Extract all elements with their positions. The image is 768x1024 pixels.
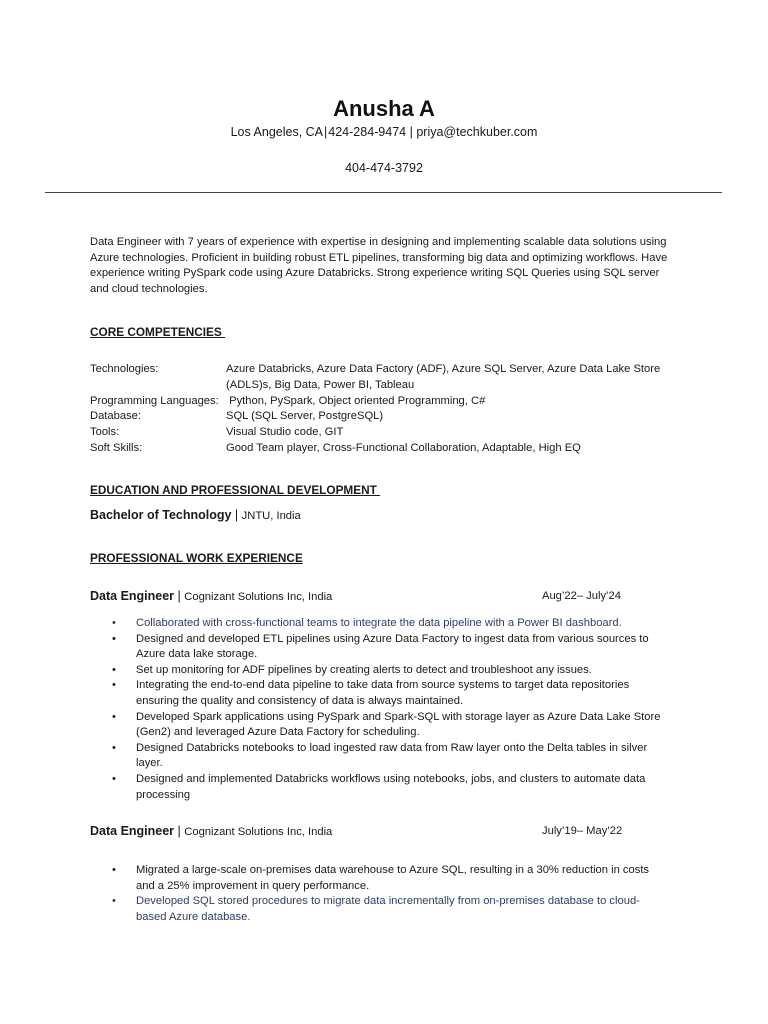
competency-row <box>90 425 670 441</box>
job-role: Data Engineer <box>90 589 175 603</box>
contact-separator: | <box>406 125 417 139</box>
job-bullet-list <box>110 616 670 803</box>
list-item: • Designed and implemented Databricks workflows using notebooks, jobs, and clusters to automate data processing <box>110 772 670 803</box>
contact-line <box>0 125 768 139</box>
list-item: • Set up monitoring for ADF pipelines by creating alerts to detect and troubleshoot any issues. <box>110 663 670 679</box>
core-competencies-table <box>90 362 670 457</box>
job-separator: | <box>174 824 185 838</box>
school-name: JNTU, India <box>241 510 301 522</box>
contact-separator: | <box>324 125 328 139</box>
competency-value: Azure Databricks, Azure Data Factory (ADF), Azure SQL Server, Azure Data Lake Store (ADLS)s, Big Data, Power BI, Tableau <box>226 363 661 391</box>
education-separator: | <box>231 508 242 522</box>
job-dates: Aug’22– July’24 <box>542 590 621 602</box>
job-header <box>90 589 670 603</box>
education-heading: EDUCATION AND PROFESSIONAL DEVELOPMENT <box>90 483 381 497</box>
competency-label: Technologies: <box>90 363 159 375</box>
competency-label: Programming Languages: <box>90 394 219 407</box>
competency-label: Tools: <box>90 426 120 439</box>
candidate-name: Anusha A <box>333 96 435 121</box>
job-company: Cognizant Solutions Inc, India <box>184 591 333 603</box>
list-item: • Developed Spark applications using PySpark and Spark-SQL with storage layer as Azure Data Lake Store (Gen2) and leveraged Azure Data Factory for scheduling. <box>110 710 670 741</box>
list-item: • Migrated a large-scale on-premises data warehouse to Azure SQL, resulting in a 30% reduction in costs and a 25% improvement in query performance. <box>110 863 670 894</box>
phone: 424-284-9474 <box>328 125 407 139</box>
competency-value: Visual Studio code, GIT <box>226 426 344 439</box>
professional-summary: Data Engineer with 7 years of experience with expertise in designing and implementing scalable data solutions using Azure technologies. Proficient in building robust ETL pipelines, transforming big data and optimizing workflows. Have experience writing PySpark code using Azure Databricks. Strong experience writing SQL Queries using SQL server and cloud technologies. <box>90 236 668 295</box>
competency-row <box>90 409 670 425</box>
competency-value: Good Team player, Cross-Functional Collaboration, Adaptable, High EQ <box>226 441 581 454</box>
core-competencies-heading: CORE COMPETENCIES <box>90 325 226 339</box>
competency-row <box>90 441 670 457</box>
job-bullet-list <box>110 863 670 925</box>
work-experience-heading: PROFESSIONAL WORK EXPERIENCE <box>90 551 303 565</box>
competency-row <box>90 394 670 410</box>
competency-label: Soft Skills: <box>90 441 143 454</box>
competency-value: SQL (SQL Server, PostgreSQL) <box>226 410 384 423</box>
list-item: • Designed and developed ETL pipelines using Azure Data Factory to ingest data from various sources to Azure data lake storage. <box>110 632 670 663</box>
email-link[interactable]: priya@techkuber.com <box>416 125 538 139</box>
list-item: • Integrating the end-to-end data pipeline to take data from source systems to target data repositories ensuring the quality and consistency of data is always maintained. <box>110 678 670 709</box>
location: Los Angeles, CA <box>230 125 324 139</box>
list-item: • Designed Databricks notebooks to load ingested raw data from Raw layer onto the Delta tables in silver layer. <box>110 741 670 772</box>
list-item: • Developed SQL stored procedures to migrate data incrementally from on-premises database to cloud-based Azure database. <box>110 894 670 925</box>
job-separator: | <box>174 589 185 603</box>
job-role: Data Engineer <box>90 824 175 838</box>
job-company: Cognizant Solutions Inc, India <box>184 826 333 838</box>
header-divider <box>45 192 722 193</box>
job-dates: July’19– May’22 <box>542 825 623 837</box>
competency-value: Python, PySpark, Object oriented Programming, C# <box>226 394 486 407</box>
degree-name: Bachelor of Technology <box>90 508 232 522</box>
list-item: • Collaborated with cross-functional teams to integrate the data pipeline with a Power BI dashboard. <box>110 616 670 632</box>
competency-label: Database: <box>90 410 141 423</box>
education-entry <box>90 508 301 522</box>
secondary-phone: 404-474-3792 <box>345 161 423 175</box>
competency-row <box>90 362 670 394</box>
job-header <box>90 824 670 838</box>
